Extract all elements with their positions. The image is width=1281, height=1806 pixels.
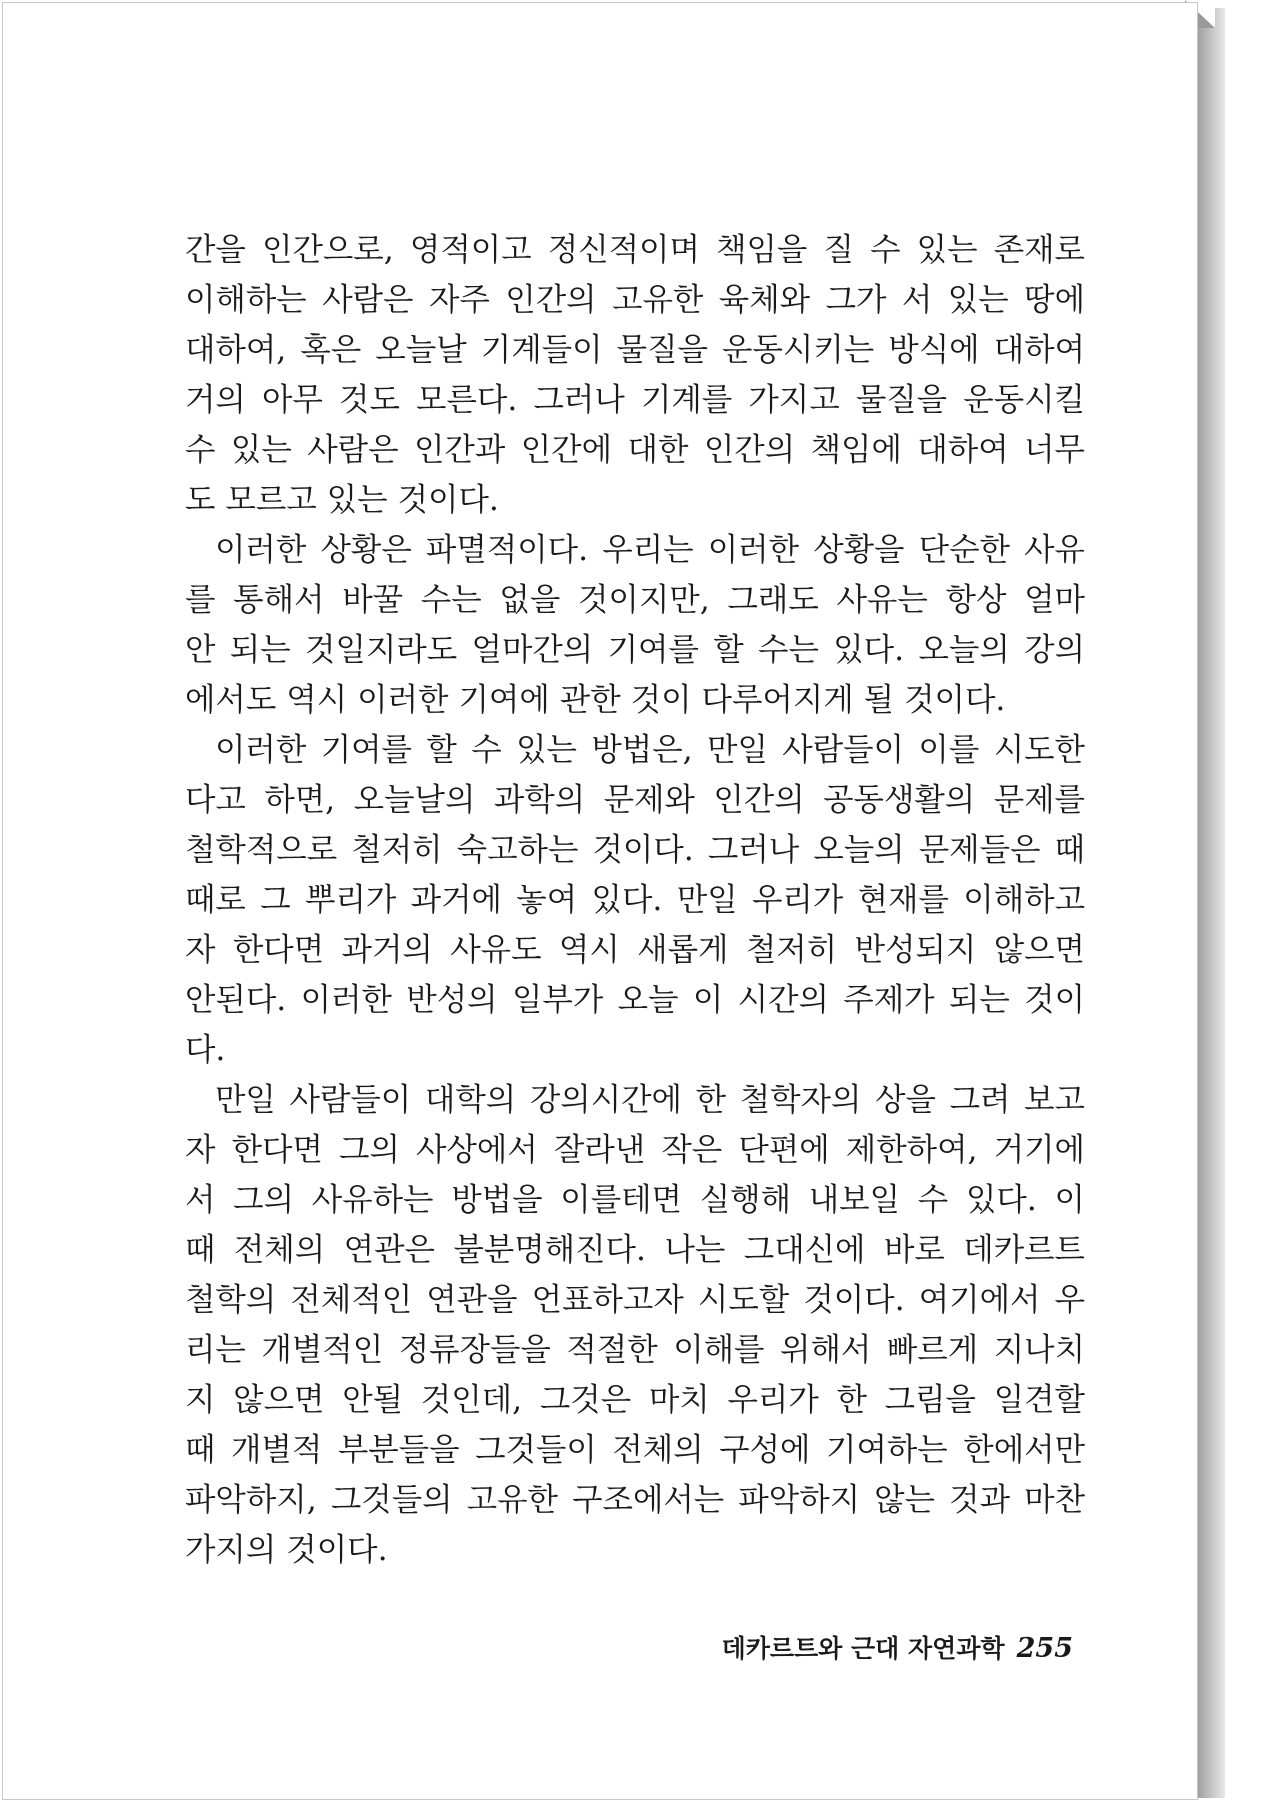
text-line: 이러한 기여를 할 수 있는 방법은, 만일 사람들이 이를 시도한 xyxy=(215,732,1085,768)
text-line: 철학적으로 철저히 숙고하는 것이다. 그러나 오늘의 문제들은 때 xyxy=(185,832,1085,868)
text-line: 에서도 역시 이러한 기여에 관한 것이 다루어지게 될 것이다. xyxy=(185,682,1006,718)
text-line: 간을 인간으로, 영적이고 정신적이며 책임을 질 수 있는 존재로 xyxy=(185,232,1085,268)
text-line: 자 한다면 그의 사상에서 잘라낸 작은 단편에 제한하여, 거기에 xyxy=(185,1132,1085,1168)
text-line: 자 한다면 과거의 사유도 역시 새롭게 철저히 반성되지 않으면 xyxy=(185,932,1085,968)
text-line: 가지의 것이다. xyxy=(185,1532,388,1568)
book-page xyxy=(2,2,1198,1800)
running-title: 데카르트와 근대 자연과학 xyxy=(721,1634,1005,1663)
text-line: 안된다. 이러한 반성의 일부가 오늘 이 시간의 주제가 되는 것이 xyxy=(185,982,1085,1018)
paragraph xyxy=(185,725,1085,1075)
page-number: 255 xyxy=(1016,1633,1073,1664)
paragraph xyxy=(185,1075,1085,1575)
text-line: 다. xyxy=(185,1032,226,1068)
body-text xyxy=(185,225,1085,1575)
text-line: 이러한 상황은 파멸적이다. 우리는 이러한 상황을 단순한 사유 xyxy=(215,532,1085,568)
text-line: 이해하는 사람은 자주 인간의 고유한 육체와 그가 서 있는 땅에 xyxy=(185,282,1085,318)
text-line: 안 되는 것일지라도 얼마간의 기여를 할 수는 있다. 오늘의 강의 xyxy=(185,632,1085,668)
text-line: 만일 사람들이 대학의 강의시간에 한 철학자의 상을 그려 보고 xyxy=(215,1082,1085,1118)
text-line: 다고 하면, 오늘날의 과학의 문제와 인간의 공동생활의 문제를 xyxy=(185,782,1085,818)
text-line: 를 통해서 바꿀 수는 없을 것이지만, 그래도 사유는 항상 얼마 xyxy=(185,582,1085,618)
text-line: 리는 개별적인 정류장들을 적절한 이해를 위해서 빠르게 지나치 xyxy=(185,1332,1085,1368)
text-line: 서 그의 사유하는 방법을 이를테면 실행해 내보일 수 있다. 이 xyxy=(185,1182,1085,1218)
text-line: 파악하지, 그것들의 고유한 구조에서는 파악하지 않는 것과 마찬 xyxy=(185,1482,1085,1518)
text-line: 때 전체의 연관은 불분명해진다. 나는 그대신에 바로 데카르트 xyxy=(185,1232,1085,1268)
text-line: 대하여, 혹은 오늘날 기계들이 물질을 운동시키는 방식에 대하여 xyxy=(185,332,1085,368)
text-line: 도 모르고 있는 것이다. xyxy=(185,482,499,518)
text-line: 거의 아무 것도 모른다. 그러나 기계를 가지고 물질을 운동시킬 xyxy=(185,382,1085,418)
paragraph xyxy=(185,225,1085,525)
text-line: 지 않으면 안될 것인데, 그것은 마치 우리가 한 그림을 일견할 xyxy=(185,1382,1085,1418)
page-footer xyxy=(643,1629,1073,1665)
text-line: 때 개별적 부분들을 그것들이 전체의 구성에 기여하는 한에서만 xyxy=(185,1432,1085,1468)
paragraph xyxy=(185,525,1085,725)
text-line: 철학의 전체적인 연관을 언표하고자 시도할 것이다. 여기에서 우 xyxy=(185,1282,1085,1318)
text-line: 때로 그 뿌리가 과거에 놓여 있다. 만일 우리가 현재를 이해하고 xyxy=(185,882,1085,918)
text-line: 수 있는 사람은 인간과 인간에 대한 인간의 책임에 대하여 너무 xyxy=(185,432,1085,468)
